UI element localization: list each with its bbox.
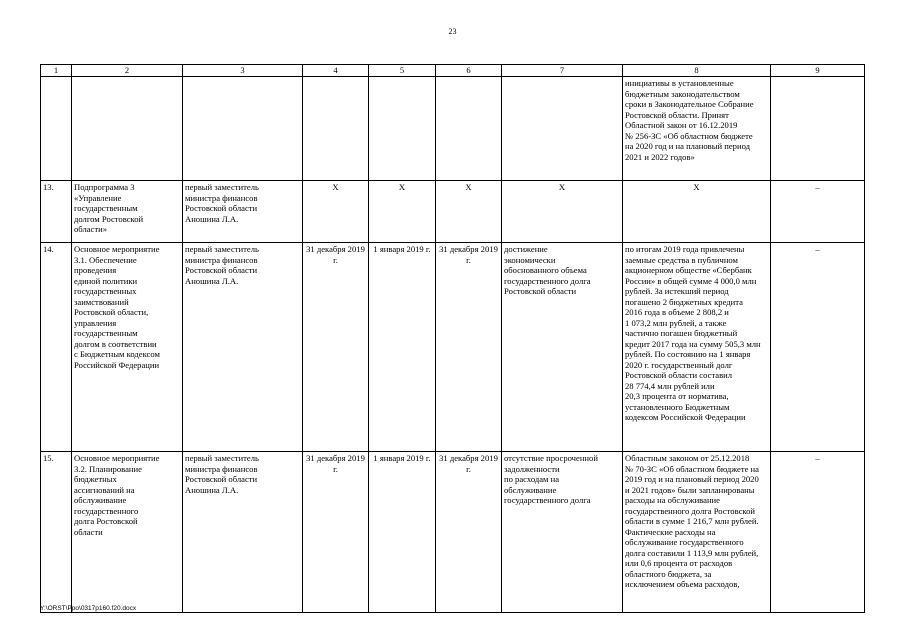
- text-line: проведения: [74, 265, 117, 275]
- text-line: или 0,6 процента от расходов: [625, 558, 733, 568]
- problems: –: [771, 452, 865, 613]
- text-line: министра финансов: [185, 192, 258, 203]
- responsible-executor: [183, 243, 303, 452]
- text-line: «Управление: [74, 192, 122, 203]
- text-line: акционерном обществе «Сбербанк: [625, 265, 752, 275]
- text-line: 20,3 процента от норматива,: [625, 391, 729, 401]
- text-line: установленного Бюджетным: [625, 401, 730, 412]
- report-table: [40, 64, 865, 613]
- text-line: Ростовской области. Принят: [625, 109, 729, 120]
- header-cell: 7: [502, 65, 623, 77]
- text-line: задолженности: [504, 463, 560, 474]
- text-line: 3.2. Планирование: [74, 463, 142, 474]
- actual-result: [623, 181, 771, 243]
- text-line: Ростовской области: [185, 474, 258, 484]
- table-row: [41, 181, 865, 243]
- table-row: [41, 243, 865, 452]
- text-line: первый заместитель: [185, 244, 259, 254]
- text-line: долгом Ростовской: [74, 213, 144, 224]
- text-line: обоснованного объема: [504, 265, 587, 275]
- text-line: кодексом Российской Федерации: [625, 412, 746, 422]
- text-line: Основное мероприятие: [74, 453, 160, 463]
- page-number: 23: [448, 27, 457, 36]
- text-line: области»: [74, 224, 108, 234]
- header-cell: 9: [771, 65, 865, 77]
- text-line: государственного долга Ростовской: [625, 505, 756, 516]
- text-line: расходы на обслуживание: [625, 495, 720, 505]
- start-date: 31 декабря 2019 г.: [303, 243, 369, 452]
- text-line: государственных: [74, 286, 137, 296]
- text-line: погашено 2 бюджетных кредита: [625, 296, 743, 307]
- text-line: Подпрограмма 3: [74, 182, 135, 192]
- plan-date: X: [436, 181, 502, 243]
- text-line: первый заместитель: [185, 453, 259, 463]
- text-line: рублей. По состоянию на 1 января: [625, 349, 751, 359]
- text-line: Российской Федерации: [74, 359, 160, 370]
- text-line: обслуживание государственного: [625, 537, 744, 547]
- text-line: долгом в соответствии: [74, 338, 157, 349]
- text-line: Областной закон от 16.12.2019: [625, 120, 738, 130]
- text-line: ассигнований на: [74, 484, 135, 495]
- text-line: 3.1. Обеспечение: [74, 254, 137, 265]
- text-line: 2019 год и на плановый период 2020: [625, 474, 759, 484]
- text-line: государственным: [74, 328, 138, 338]
- text-line: обслуживание: [74, 495, 127, 505]
- text-line: первый заместитель: [185, 182, 259, 192]
- text-line: министра финансов: [185, 254, 258, 265]
- expected-result: [502, 452, 623, 613]
- end-date: 1 января 2019 г.: [369, 243, 436, 452]
- header-cell: 2: [72, 65, 183, 77]
- text-line: заемные средства в публичном: [625, 254, 738, 265]
- header-row: [41, 65, 865, 77]
- text-line: по расходам на: [504, 474, 560, 484]
- text-line: 2020 г. государственный долг: [625, 359, 733, 370]
- text-line: рублей. За истекший период: [625, 286, 729, 296]
- text-line: 28 774,4 млн рублей или: [625, 380, 715, 391]
- text-line: Основное мероприятие: [74, 244, 160, 254]
- responsible-executor: [183, 452, 303, 613]
- header-cell: 5: [369, 65, 436, 77]
- measure-name: [72, 452, 183, 613]
- actual-result-cell: [623, 77, 771, 181]
- start-date: X: [303, 181, 369, 243]
- text-line: отсутствие просроченной: [504, 453, 598, 463]
- row-number: 14.: [41, 243, 72, 452]
- plan-date: 31 декабря 2019 г.: [436, 243, 502, 452]
- text-line: по итогам 2019 года привлечены: [625, 244, 745, 254]
- measure-name: [72, 181, 183, 243]
- text-line: области: [74, 526, 103, 537]
- text-line: с Бюджетным кодексом: [74, 349, 160, 359]
- text-line: государственным: [74, 203, 138, 213]
- text-line: обслуживание: [504, 484, 557, 495]
- text-line: бюджетным законодательством: [625, 88, 740, 99]
- text-line: единой политики: [74, 275, 138, 286]
- text-line: Областным законом от 25.12.2018: [625, 453, 750, 463]
- plan-date: 31 декабря 2019 г.: [436, 452, 502, 613]
- end-date: 1 января 2019 г.: [369, 452, 436, 613]
- text-line: областного бюджета, за: [625, 568, 712, 579]
- row-number: 13.: [41, 181, 72, 243]
- text-line: 1 073,2 млн рублей, а также: [625, 317, 727, 328]
- actual-result: [623, 452, 771, 613]
- text-line: № 256-ЗС «Об областном бюджете: [625, 130, 753, 141]
- text-line: кредит 2017 года на сумму 505,3 млн: [625, 338, 761, 349]
- text-line: Аношина Л.А.: [185, 213, 239, 224]
- text-line: 2016 года в объеме 2 808,2 и: [625, 307, 729, 317]
- text-line: № 70-ЗС «Об областном бюджете на: [625, 463, 759, 474]
- text-line: инициативы в установленные: [625, 78, 734, 88]
- text-line: частично погашен бюджетный: [625, 328, 738, 338]
- continuation-row: [41, 77, 865, 181]
- responsible-executor: [183, 181, 303, 243]
- text-line: X: [693, 182, 700, 192]
- text-line: Ростовской области: [185, 203, 258, 213]
- text-line: бюджетных: [74, 474, 117, 484]
- text-line: управления: [74, 317, 117, 328]
- text-line: Фактические расходы на: [625, 526, 716, 537]
- expected-result: X: [502, 181, 623, 243]
- text-line: экономически: [504, 254, 556, 265]
- text-line: Ростовской области: [504, 286, 577, 296]
- file-path-footer: Y:\ORST\Ppo\0317p160.f20.docx: [40, 605, 137, 612]
- text-line: достижение: [504, 244, 548, 254]
- problems: –: [771, 181, 865, 243]
- header-cell: 8: [623, 65, 771, 77]
- table-row: [41, 452, 865, 613]
- text-line: долга Ростовской: [74, 516, 138, 526]
- header-cell: 3: [183, 65, 303, 77]
- text-line: заимствований: [74, 296, 129, 307]
- text-line: России» в общей сумме 4 000,0 млн: [625, 275, 757, 286]
- header-cell: 1: [41, 65, 72, 77]
- end-date: X: [369, 181, 436, 243]
- start-date: 31 декабря 2019 г.: [303, 452, 369, 613]
- text-line: Ростовской области: [185, 265, 258, 275]
- text-line: государственного: [74, 505, 139, 516]
- actual-result: [623, 243, 771, 452]
- text-line: Ростовской области,: [74, 307, 149, 317]
- text-line: и 2021 годов» были запланированы: [625, 484, 755, 495]
- text-line: на 2020 год и на плановый период: [625, 141, 750, 151]
- measure-name: [72, 243, 183, 452]
- row-number: 15.: [41, 452, 72, 613]
- expected-result: [502, 243, 623, 452]
- text-line: области в сумме 1 216,7 млн рублей.: [625, 516, 759, 526]
- text-line: 2021 и 2022 годов»: [625, 151, 695, 162]
- header-cell: 4: [303, 65, 369, 77]
- text-line: министра финансов: [185, 463, 258, 474]
- text-line: Аношина Л.А.: [185, 275, 239, 286]
- header-cell: 6: [436, 65, 502, 77]
- text-line: Ростовской области составил: [625, 370, 733, 380]
- problems: –: [771, 243, 865, 452]
- text-line: исключением объема расходов,: [625, 579, 740, 589]
- text-line: сроки в Законодательное Собрание: [625, 99, 754, 109]
- text-line: государственного долга: [504, 275, 591, 286]
- text-line: долга составили 1 113,9 млн рублей,: [625, 547, 759, 558]
- text-line: государственного долга: [504, 495, 591, 505]
- text-line: Аношина Л.А.: [185, 484, 239, 495]
